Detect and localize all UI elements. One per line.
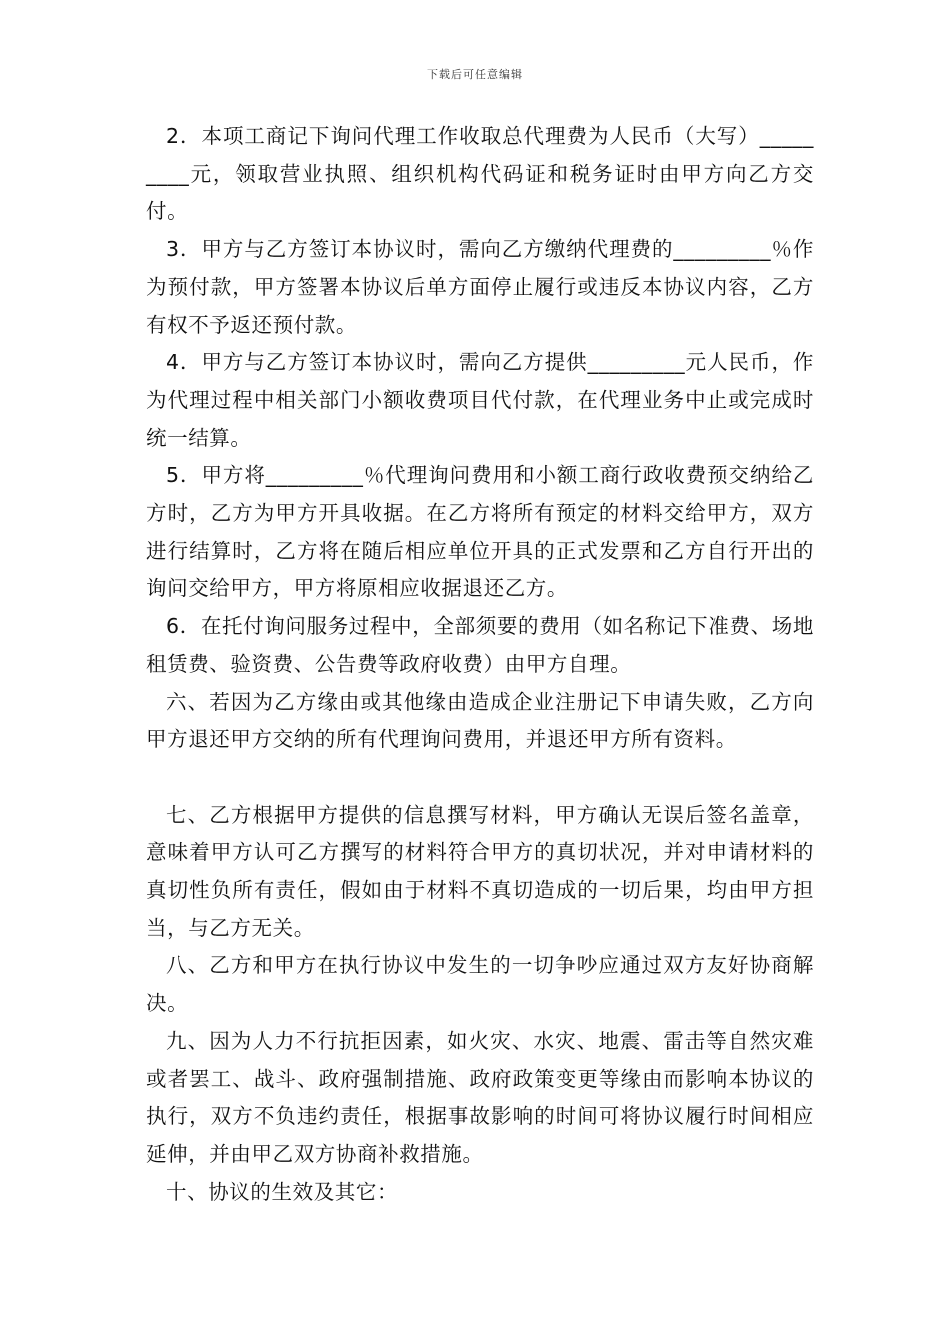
clause-3-prepayment: 3．甲方与乙方签订本协议时，需向乙方缴纳代理费的_________％作为预付款，甲方签署本协议后单方面停止履行或违反本协议内容，乙方有权不予返还预付款。 <box>146 237 814 337</box>
section-9-force-majeure: 九、因为人力不行抗拒因素，如火灾、水灾、地震、雷击等自然灾难或者罢工、战斗、政府强制措施、政府政策变更等缘由而影响本协议的执行，双方不负违约责任，根据事故影响的时间可将协议履行时间相应延伸，并由甲乙双方协商补救措施。 <box>146 1028 814 1166</box>
section-7-materials: 七、乙方根据甲方提供的信息撰写材料，甲方确认无误后签名盖章，意味着甲方认可乙方撰写的材料符合甲方的真切状况，并对申请材料的真切性负所有责任，假如由于材料不真切造成的一切后果，均由甲方担当，与乙方无关。 <box>146 802 814 940</box>
section-6-refund: 六、若因为乙方缘由或其他缘由造成企业注册记下申请失败，乙方向甲方退还甲方交纳的所有代理询问费用，并退还甲方所有资料。 <box>146 689 814 752</box>
clause-2-fee: 2．本项工商记下询问代理工作收取总代理费为人民币（大写）_________元，领取营业执照、组织机构代码证和税务证时由甲方向乙方交付。 <box>146 124 814 224</box>
page-header-note: 下载后可任意编辑 <box>427 68 523 81</box>
clause-4-advance-payment: 4．甲方与乙方签订本协议时，需向乙方提供_________元人民币，作为代理过程中相关部门小额收费项目代付款，在代理业务中止或完成时统一结算。 <box>146 350 814 450</box>
clause-6-expenses: 6．在托付询问服务过程中，全部须要的费用（如名称记下准费、场地租赁费、验资费、公告费等政府收费）由甲方自理。 <box>146 614 814 676</box>
clause-5-settlement: 5．甲方将_________％代理询问费用和小额工商行政收费预交纳给乙方时，乙方为甲方开具收据。在乙方将所有预定的材料交给甲方，双方进行结算时，乙方将在随后相应单位开具的正式发票和乙方自行开出的询问交给甲方，甲方将原相应收据退还乙方。 <box>146 463 814 601</box>
document-body <box>146 118 814 1211</box>
section-8-disputes: 八、乙方和甲方在执行协议中发生的一切争吵应通过双方友好协商解决。 <box>146 953 814 1016</box>
section-10-effectiveness: 十、协议的生效及其它： <box>166 1179 399 1204</box>
paragraph-spacer <box>146 759 814 797</box>
